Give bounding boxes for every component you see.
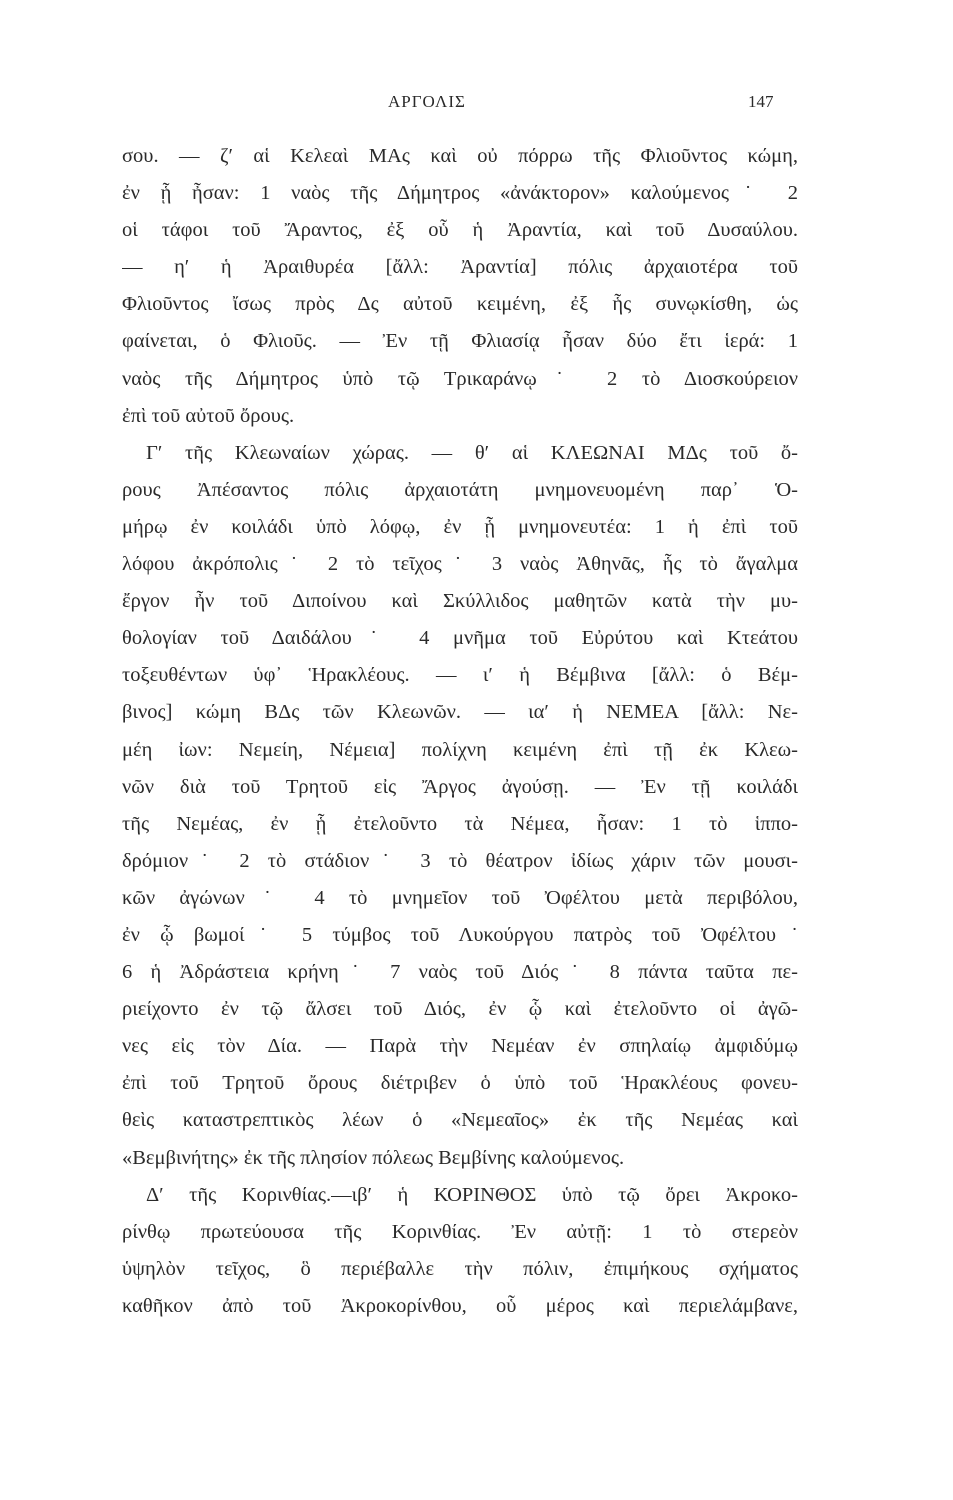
text-line: νῶν διὰ τοῦ Τρητοῦ εἰς Ἄργος ἀγούσῃ. — Ἐν τῇ κοιλάδι — [122, 775, 798, 798]
text-line: νες εἰς τὸν Δία. — Παρὰ τὴν Νεμέαν ἐν σπηλαίῳ ἀμφιδύμῳ — [122, 1035, 798, 1058]
text-line: ὑψηλὸν τεῖχος, ὃ περιέβαλλε τὴν πόλιν, ἐπιμήκους σχήματος — [122, 1257, 798, 1280]
text-line: ναὸς τῆς Δήμητρος ὑπὸ τῷ Τρικαράνῳ˙ 2 τὸ Διοσκούρειον — [122, 367, 798, 390]
text-line: τοξευθέντων ὑφ᾽ Ἡρακλέους. — ι′ ἡ Βέμβινα [ἄλλ: ὁ Βέμ- — [122, 664, 798, 687]
text-line: κῶν ἀγώνων˙ 4 τὸ μνημεῖον τοῦ Ὀφέλτου μετὰ περιβόλου, — [122, 886, 798, 909]
text-line: ἐπὶ τοῦ Τρητοῦ ὄρους διέτριβεν ὁ ὑπὸ τοῦ Ἡρακλέους φονευ- — [122, 1072, 798, 1095]
text-line: 6 ἡ Ἀδράστεια κρήνη˙ 7 ναὸς τοῦ Διός˙ 8 πάντα ταῦτα πε- — [122, 961, 798, 984]
text-line: θεὶς καταστρεπτικὸς λέων ὁ «Νεμεαῖος» ἐκ τῆς Νεμέας καὶ — [122, 1109, 798, 1132]
text-line: θολογίαν τοῦ Δαιδάλου˙ 4 μνῆμα τοῦ Εὐρύτου καὶ Κτεάτου — [122, 627, 798, 650]
text-line: — η′ ἡ Ἀραιθυρέα [ἄλλ: Ἀραντία] πόλις ἀρχαιοτέρα τοῦ — [122, 256, 798, 279]
body-text — [122, 138, 798, 1325]
text-line: τῆς Νεμέας, ἐν ᾗ ἐτελοῦντο τὰ Νέμεα, ἦσαν: 1 τὸ ἱππο- — [122, 812, 798, 835]
text-line: ἐν ᾗ ἦσαν: 1 ναὸς τῆς Δήμητρος «ἀνάκτορον» καλούμενος˙ 2 — [122, 182, 798, 205]
text-line: ριείχοντο ἐν τῷ ἄλσει τοῦ Διός, ἐν ᾧ καὶ ἐτελοῦντο οἱ ἀγῶ- — [122, 998, 798, 1021]
text-line: ἐν ᾧ βωμοί˙ 5 τύμβος τοῦ Λυκούργου πατρὸς τοῦ Ὀφέλτου˙ — [122, 923, 798, 946]
running-head — [0, 92, 953, 118]
text-line: ρίνθῳ πρωτεύουσα τῆς Κορινθίας. Ἐν αὐτῇ: 1 τὸ στερεὸν — [122, 1220, 798, 1243]
page-number: 147 — [748, 92, 774, 111]
text-line: δρόμιον˙ 2 τὸ στάδιον˙ 3 τὸ θέατρον ἰδίως χάριν τῶν μουσι- — [122, 849, 798, 872]
text-line: μήρῳ ἐν κοιλάδι ὑπὸ λόφῳ, ἐν ᾗ μνημονευτέα: 1 ἡ ἐπὶ τοῦ — [122, 515, 798, 538]
text-line: σου. — ζ′ αἱ Κελεαὶ ΜΑς καὶ οὐ πόρρω τῆς Φλιοῦντος κώμη, — [122, 145, 798, 167]
text-line: λόφου ἀκρόπολις˙ 2 τὸ τεῖχος˙ 3 ναὸς Ἀθηνᾶς, ἧς τὸ ἄγαλμα — [122, 553, 798, 576]
text-line: ρους Ἀπέσαντος πόλις ἀρχαιοτάτη μνημονευομένη παρ᾽ Ὁ- — [122, 478, 798, 501]
text-line: οἱ τάφοι τοῦ Ἄραντος, ἐξ οὗ ἡ Ἀραντία, καὶ τοῦ Δυσαύλου. — [122, 219, 798, 242]
text-line: φαίνεται, ὁ Φλιοῦς. — Ἐν τῇ Φλιασίᾳ ἦσαν δύο ἔτι ἱερά: 1 — [122, 330, 798, 353]
text-line: ἐπὶ τοῦ αὐτοῦ ὄρους. — [122, 404, 295, 427]
text-line: μέη ἰων: Νεμείη, Νέμεια] πολίχνη κειμένη ἐπὶ τῇ ἐκ Κλεω- — [122, 738, 798, 761]
text-line: Γ′ τῆς Κλεωναίων χώρας. — θ′ αἱ ΚΛΕΩΝΑΙ ΜΔς τοῦ ὄ- — [146, 441, 798, 464]
text-line: «Βεμβινήτης» ἐκ τῆς πλησίον πόλεως Βεμβίνης καλούμενος. — [122, 1146, 625, 1169]
text-line: Δ′ τῆς Κορινθίας.—ιβ′ ἡ ΚΟΡΙΝΘΟΣ ὑπὸ τῷ ὄρει Ἀκροκο- — [146, 1183, 798, 1206]
text-line: ἔργον ἦν τοῦ Διποίνου καὶ Σκύλλιδος μαθητῶν κατὰ τὴν μυ- — [122, 590, 798, 613]
text-line: βινος] κώμη ΒΔς τῶν Κλεωνῶν. — ια′ ἡ ΝΕΜΕΑ [ἄλλ: Νε- — [122, 701, 798, 724]
running-title: ΑΡΓΟΛΙΣ — [388, 92, 466, 111]
text-line: καθῆκον ἀπὸ τοῦ Ἀκροκορίνθου, οὗ μέρος καὶ περιελάμβανε, — [122, 1294, 798, 1317]
text-line: Φλιοῦντος ἴσως πρὸς Δς αὐτοῦ κειμένη, ἐξ ἧς συνῳκίσθη, ὡς — [122, 293, 798, 316]
